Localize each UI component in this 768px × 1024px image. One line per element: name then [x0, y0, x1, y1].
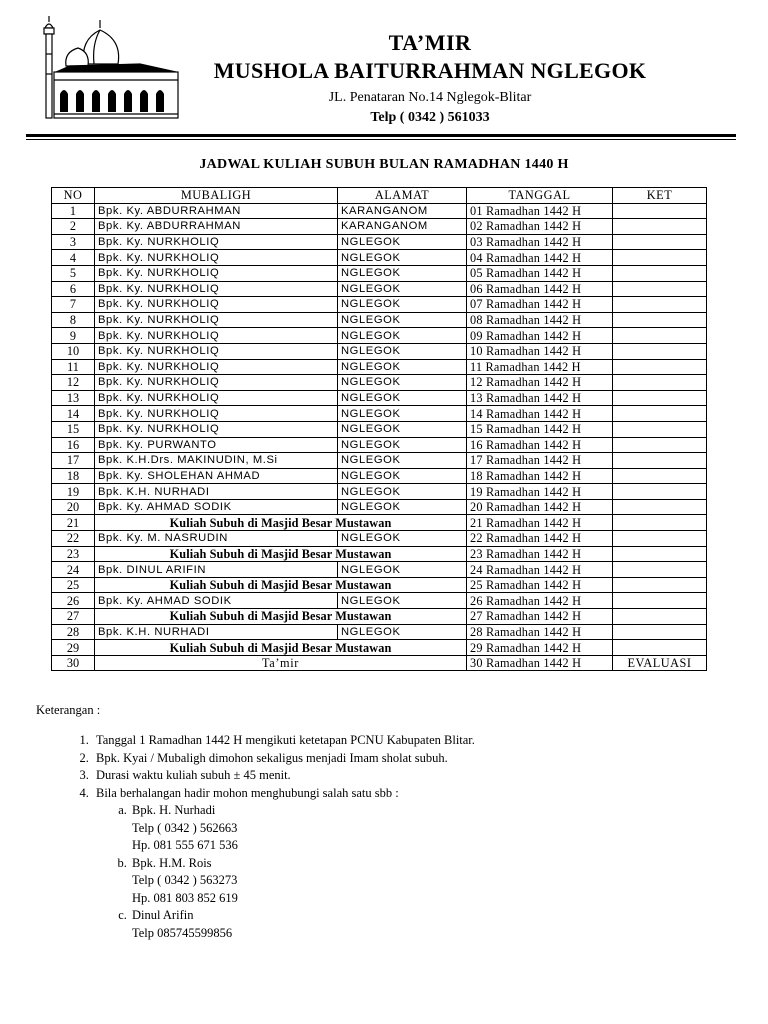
cell-mubaligh: Bpk. Ky. ABDURRAHMAN	[95, 219, 338, 235]
org-address: JL. Penataran No.14 Nglegok-Blitar	[328, 90, 532, 105]
cell-tanggal: 03 Ramadhan 1442 H	[467, 234, 613, 250]
cell-mubaligh: Bpk. K.H.Drs. MAKINUDIN, M.Si	[95, 453, 338, 469]
cell-mubaligh: Bpk. Ky. NURKHOLIQ	[95, 359, 338, 375]
notes-title: Keterangan :	[36, 703, 101, 717]
cell-tanggal: 18 Ramadhan 1442 H	[467, 468, 613, 484]
notes-section	[36, 703, 736, 942]
cell-no: 21	[52, 515, 95, 531]
column-header-tanggal: TANGGAL	[467, 188, 613, 204]
table-row	[52, 609, 707, 625]
contact-name: c. Dinul Arifin	[132, 908, 194, 922]
cell-no: 24	[52, 562, 95, 578]
cell-no: 8	[52, 312, 95, 328]
table-row	[52, 281, 707, 297]
cell-mubaligh: Bpk. Ky. AHMAD SODIK	[95, 593, 338, 609]
table-row	[52, 546, 707, 562]
table-row	[52, 515, 707, 531]
cell-no: 29	[52, 640, 95, 656]
column-header-ket: KET	[613, 188, 707, 204]
cell-ket	[613, 375, 707, 391]
cell-tanggal: 24 Ramadhan 1442 H	[467, 562, 613, 578]
cell-ket	[613, 577, 707, 593]
cell-mubaligh: Bpk. Ky. PURWANTO	[95, 437, 338, 453]
cell-no: 3	[52, 234, 95, 250]
cell-ket	[613, 531, 707, 547]
cell-ket	[613, 234, 707, 250]
table-row	[52, 562, 707, 578]
cell-alamat: NGLEGOK	[338, 453, 467, 469]
table-row	[52, 437, 707, 453]
cell-alamat: NGLEGOK	[338, 406, 467, 422]
cell-mubaligh: Bpk. Ky. NURKHOLIQ	[95, 297, 338, 313]
column-header-no: NO	[52, 188, 95, 204]
cell-ket	[613, 421, 707, 437]
table-row	[52, 328, 707, 344]
note-item	[92, 785, 736, 943]
column-header-mubaligh: MUBALIGH	[95, 188, 338, 204]
note-item-text: Bila berhalangan hadir mohon menghubungi salah satu sbb :	[96, 785, 399, 800]
table-row	[52, 219, 707, 235]
table-row	[52, 640, 707, 656]
cell-mubaligh: Bpk. Ky. NURKHOLIQ	[95, 343, 338, 359]
cell-mubaligh: Bpk. K.H. NURHADI	[95, 624, 338, 640]
cell-merged-note: Kuliah Subuh di Masjid Besar Mustawan	[95, 577, 467, 593]
contact-item	[130, 855, 736, 908]
cell-alamat: KARANGANOM	[338, 219, 467, 235]
table-row	[52, 234, 707, 250]
cell-ket	[613, 499, 707, 515]
cell-no: 11	[52, 359, 95, 375]
cell-alamat: NGLEGOK	[338, 265, 467, 281]
cell-tanggal: 25 Ramadhan 1442 H	[467, 577, 613, 593]
cell-tanggal: 28 Ramadhan 1442 H	[467, 624, 613, 640]
cell-ket	[613, 203, 707, 219]
table-row	[52, 531, 707, 547]
cell-mubaligh: Bpk. Ky. NURKHOLIQ	[95, 328, 338, 344]
table-row	[52, 624, 707, 640]
cell-no: 20	[52, 499, 95, 515]
cell-tanggal: 07 Ramadhan 1442 H	[467, 297, 613, 313]
cell-mubaligh: Bpk. K.H. NURHADI	[95, 484, 338, 500]
cell-tanggal: 22 Ramadhan 1442 H	[467, 531, 613, 547]
cell-tanggal: 14 Ramadhan 1442 H	[467, 406, 613, 422]
cell-tanggal: 23 Ramadhan 1442 H	[467, 546, 613, 562]
cell-no: 2	[52, 219, 95, 235]
contact-list	[96, 802, 736, 942]
cell-alamat: NGLEGOK	[338, 499, 467, 515]
table-row	[52, 250, 707, 266]
cell-alamat: NGLEGOK	[338, 297, 467, 313]
cell-merged-note: Kuliah Subuh di Masjid Besar Mustawan	[95, 546, 467, 562]
cell-alamat: NGLEGOK	[338, 562, 467, 578]
schedule-table	[51, 187, 707, 671]
cell-mubaligh: Bpk. Ky. NURKHOLIQ	[95, 375, 338, 391]
cell-no: 28	[52, 624, 95, 640]
contact-name: b. Bpk. H.M. Rois	[132, 855, 212, 870]
contact-item	[130, 802, 736, 855]
cell-ket	[613, 250, 707, 266]
cell-mubaligh: Bpk. Ky. NURKHOLIQ	[95, 390, 338, 406]
cell-ket	[613, 406, 707, 422]
contact-phone: Telp 085745599856	[132, 925, 233, 940]
contact-mobile: Hp. 081 555 671 536	[132, 838, 238, 852]
cell-mubaligh: Bpk. Ky. NURKHOLIQ	[95, 421, 338, 437]
table-row	[52, 655, 707, 671]
cell-mubaligh: Bpk. Ky. M. NASRUDIN	[95, 531, 338, 547]
cell-alamat: NGLEGOK	[338, 375, 467, 391]
note-item: 2. Bpk. Kyai / Mubaligh dimohon sekaligus menjadi Imam sholat subuh.	[92, 750, 736, 768]
cell-no: 12	[52, 375, 95, 391]
cell-tanggal: 21 Ramadhan 1442 H	[467, 515, 613, 531]
cell-no: 1	[52, 203, 95, 219]
cell-ket	[613, 468, 707, 484]
cell-tanggal: 04 Ramadhan 1442 H	[467, 250, 613, 266]
cell-ket	[613, 453, 707, 469]
cell-ket	[613, 484, 707, 500]
cell-tanggal: 12 Ramadhan 1442 H	[467, 375, 613, 391]
cell-alamat: NGLEGOK	[338, 359, 467, 375]
cell-mubaligh: Bpk. Ky. AHMAD SODIK	[95, 499, 338, 515]
cell-tanggal: 02 Ramadhan 1442 H	[467, 219, 613, 235]
table-row	[52, 577, 707, 593]
cell-ket	[613, 265, 707, 281]
table-row	[52, 312, 707, 328]
cell-mubaligh: Bpk. Ky. SHOLEHAN AHMAD	[95, 468, 338, 484]
cell-tanggal: 17 Ramadhan 1442 H	[467, 453, 613, 469]
cell-no: 6	[52, 281, 95, 297]
cell-ket	[613, 437, 707, 453]
cell-no: 15	[52, 421, 95, 437]
cell-mubaligh: Bpk. Ky. NURKHOLIQ	[95, 234, 338, 250]
table-row	[52, 453, 707, 469]
cell-merged-note: Ta’mir	[95, 655, 467, 671]
table-row	[52, 593, 707, 609]
table-row	[52, 265, 707, 281]
cell-ket	[613, 328, 707, 344]
contact-name: a. Bpk. H. Nurhadi	[132, 803, 216, 817]
cell-alamat: KARANGANOM	[338, 203, 467, 219]
cell-no: 23	[52, 546, 95, 562]
cell-tanggal: 19 Ramadhan 1442 H	[467, 484, 613, 500]
cell-alamat: NGLEGOK	[338, 281, 467, 297]
cell-ket	[613, 359, 707, 375]
cell-alamat: NGLEGOK	[338, 468, 467, 484]
cell-no: 26	[52, 593, 95, 609]
table-row	[52, 484, 707, 500]
cell-merged-note: Kuliah Subuh di Masjid Besar Mustawan	[95, 640, 467, 656]
cell-ket	[613, 546, 707, 562]
contact-phone: Telp ( 0342 ) 563273	[132, 873, 238, 887]
cell-mubaligh: Bpk. Ky. NURKHOLIQ	[95, 265, 338, 281]
note-item: 1. Tanggal 1 Ramadhan 1442 H mengikuti ketetapan PCNU Kabupaten Blitar.	[92, 732, 736, 750]
cell-tanggal: 26 Ramadhan 1442 H	[467, 593, 613, 609]
cell-tanggal: 16 Ramadhan 1442 H	[467, 437, 613, 453]
table-header-row	[52, 188, 707, 204]
table-row	[52, 359, 707, 375]
cell-tanggal: 30 Ramadhan 1442 H	[467, 655, 613, 671]
cell-no: 19	[52, 484, 95, 500]
org-title-line2: MUSHOLA BAITURRAHMAN NGLEGOK	[213, 58, 647, 83]
column-header-alamat: ALAMAT	[338, 188, 467, 204]
notes-list	[36, 732, 736, 942]
cell-alamat: NGLEGOK	[338, 421, 467, 437]
table-row	[52, 499, 707, 515]
cell-tanggal: 09 Ramadhan 1442 H	[467, 328, 613, 344]
header-divider-thick	[26, 134, 736, 137]
mosque-logo-icon	[40, 14, 180, 120]
cell-alamat: NGLEGOK	[338, 437, 467, 453]
cell-no: 17	[52, 453, 95, 469]
cell-alamat: NGLEGOK	[338, 484, 467, 500]
org-title-line1: TA’MIR	[388, 30, 472, 55]
contact-phone: Telp ( 0342 ) 562663	[132, 820, 238, 835]
cell-tanggal: 13 Ramadhan 1442 H	[467, 390, 613, 406]
cell-no: 27	[52, 609, 95, 625]
header-divider-thin	[26, 139, 736, 140]
table-row	[52, 468, 707, 484]
document-title: JADWAL KULIAH SUBUH BULAN RAMADHAN 1440 H	[199, 157, 569, 172]
cell-alamat: NGLEGOK	[338, 343, 467, 359]
table-row	[52, 390, 707, 406]
cell-no: 4	[52, 250, 95, 266]
cell-mubaligh: Bpk. Ky. NURKHOLIQ	[95, 250, 338, 266]
cell-no: 7	[52, 297, 95, 313]
cell-no: 9	[52, 328, 95, 344]
cell-alamat: NGLEGOK	[338, 593, 467, 609]
contact-item	[130, 907, 736, 942]
cell-alamat: NGLEGOK	[338, 531, 467, 547]
cell-no: 5	[52, 265, 95, 281]
cell-tanggal: 05 Ramadhan 1442 H	[467, 265, 613, 281]
cell-no: 16	[52, 437, 95, 453]
cell-ket	[613, 390, 707, 406]
table-row	[52, 375, 707, 391]
cell-no: 30	[52, 655, 95, 671]
cell-alamat: NGLEGOK	[338, 390, 467, 406]
cell-ket	[613, 297, 707, 313]
cell-alamat: NGLEGOK	[338, 624, 467, 640]
cell-tanggal: 11 Ramadhan 1442 H	[467, 359, 613, 375]
table-row	[52, 297, 707, 313]
cell-no: 25	[52, 577, 95, 593]
cell-ket	[613, 609, 707, 625]
table-row	[52, 203, 707, 219]
cell-no: 10	[52, 343, 95, 359]
cell-ket: EVALUASI	[613, 655, 707, 671]
cell-tanggal: 08 Ramadhan 1442 H	[467, 312, 613, 328]
cell-ket	[613, 219, 707, 235]
cell-alamat: NGLEGOK	[338, 328, 467, 344]
cell-tanggal: 27 Ramadhan 1442 H	[467, 609, 613, 625]
cell-tanggal: 15 Ramadhan 1442 H	[467, 421, 613, 437]
note-item: 3. Durasi waktu kuliah subuh ± 45 menit.	[92, 767, 736, 785]
cell-merged-note: Kuliah Subuh di Masjid Besar Mustawan	[95, 515, 467, 531]
cell-alamat: NGLEGOK	[338, 312, 467, 328]
contact-mobile: Hp. 081 803 852 619	[132, 890, 238, 905]
cell-no: 18	[52, 468, 95, 484]
cell-mubaligh: Bpk. Ky. NURKHOLIQ	[95, 281, 338, 297]
table-row	[52, 421, 707, 437]
cell-ket	[613, 343, 707, 359]
table-row	[52, 406, 707, 422]
cell-mubaligh: Bpk. Ky. ABDURRAHMAN	[95, 203, 338, 219]
cell-mubaligh: Bpk. Ky. NURKHOLIQ	[95, 406, 338, 422]
cell-tanggal: 01 Ramadhan 1442 H	[467, 203, 613, 219]
cell-no: 14	[52, 406, 95, 422]
cell-ket	[613, 562, 707, 578]
org-phone: Telp ( 0342 ) 561033	[370, 110, 490, 125]
table-row	[52, 343, 707, 359]
cell-ket	[613, 281, 707, 297]
cell-tanggal: 10 Ramadhan 1442 H	[467, 343, 613, 359]
cell-mubaligh: Bpk. DINUL ARIFIN	[95, 562, 338, 578]
cell-ket	[613, 515, 707, 531]
cell-tanggal: 06 Ramadhan 1442 H	[467, 281, 613, 297]
cell-tanggal: 20 Ramadhan 1442 H	[467, 499, 613, 515]
cell-ket	[613, 640, 707, 656]
cell-merged-note: Kuliah Subuh di Masjid Besar Mustawan	[95, 609, 467, 625]
cell-tanggal: 29 Ramadhan 1442 H	[467, 640, 613, 656]
cell-ket	[613, 593, 707, 609]
cell-alamat: NGLEGOK	[338, 234, 467, 250]
schedule-table-body	[52, 203, 707, 671]
cell-ket	[613, 312, 707, 328]
cell-no: 22	[52, 531, 95, 547]
cell-no: 13	[52, 390, 95, 406]
cell-mubaligh: Bpk. Ky. NURKHOLIQ	[95, 312, 338, 328]
cell-alamat: NGLEGOK	[338, 250, 467, 266]
cell-ket	[613, 624, 707, 640]
